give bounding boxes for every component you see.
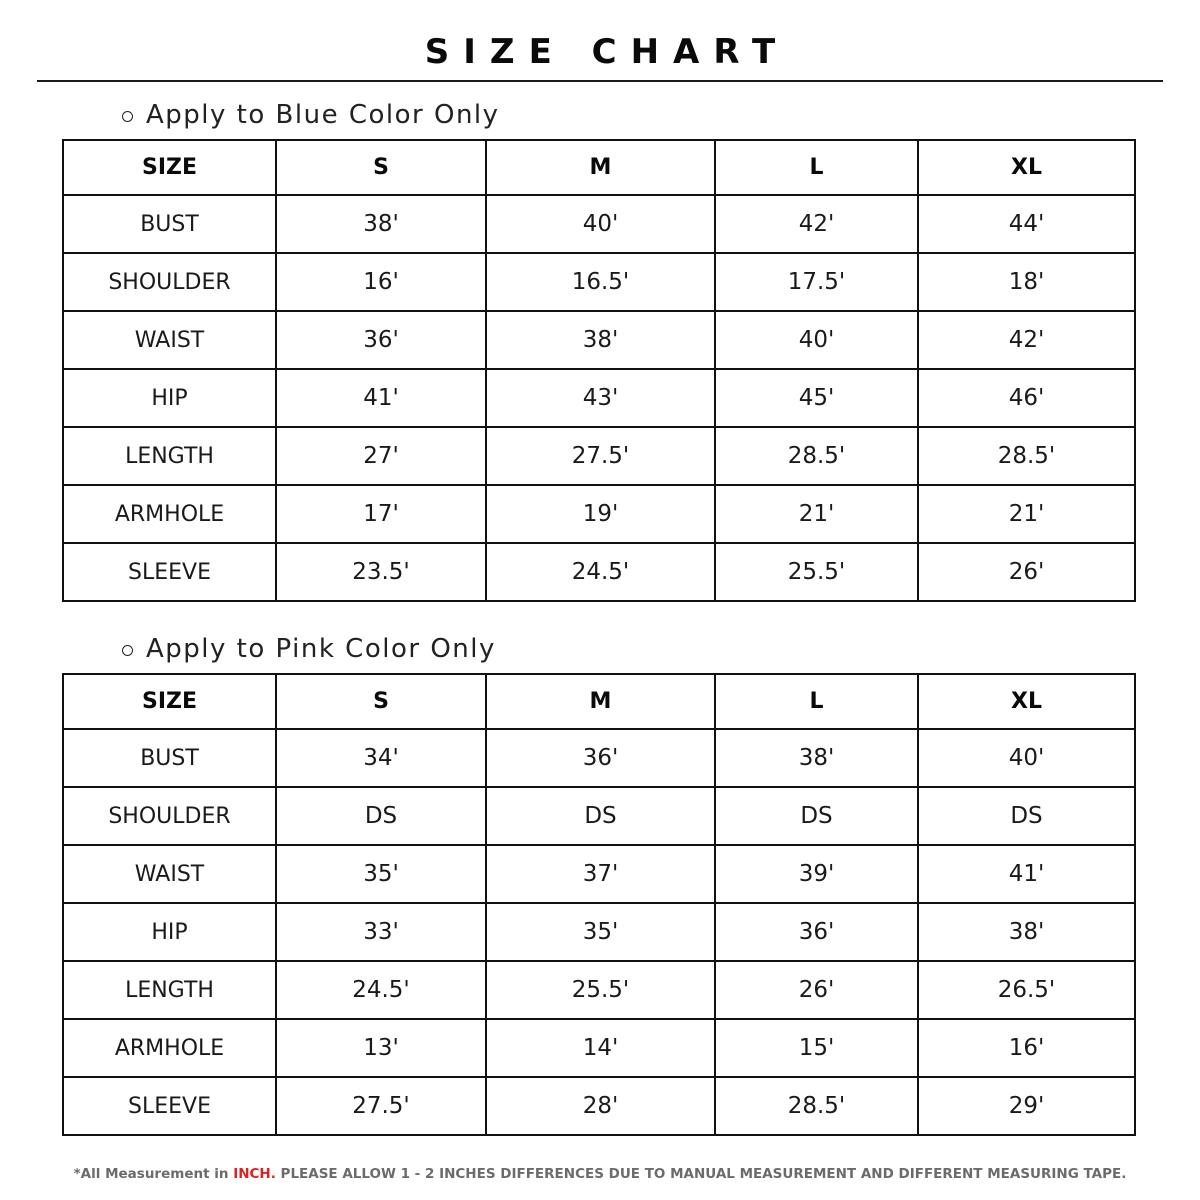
table-cell: 36' <box>276 311 486 369</box>
table-row-armhole <box>63 485 1135 543</box>
column-header-s: S <box>276 140 486 195</box>
table-cell: 16' <box>918 1019 1135 1077</box>
table-cell: 29' <box>918 1077 1135 1135</box>
table-row-hip <box>63 369 1135 427</box>
table-row-shoulder <box>63 253 1135 311</box>
row-label: BUST <box>63 729 276 787</box>
column-header-xl: XL <box>918 674 1135 729</box>
table-row-sleeve <box>63 543 1135 601</box>
table-cell: 16' <box>276 253 486 311</box>
column-header-size: SIZE <box>63 140 276 195</box>
table-row-waist <box>63 311 1135 369</box>
table-cell: 45' <box>715 369 918 427</box>
table-cell: 21' <box>715 485 918 543</box>
table-cell: 38' <box>715 729 918 787</box>
table-cell: 23.5' <box>276 543 486 601</box>
table-cell: 36' <box>486 729 715 787</box>
table-cell: 27' <box>276 427 486 485</box>
section-heading-text: Apply to Blue Color Only <box>146 100 500 130</box>
table-cell: 19' <box>486 485 715 543</box>
row-label: SHOULDER <box>63 253 276 311</box>
footnote-prefix: *All Measurement in <box>73 1166 234 1182</box>
table-cell: 28.5' <box>715 1077 918 1135</box>
table-cell: 46' <box>918 369 1135 427</box>
table-cell: 14' <box>486 1019 715 1077</box>
hollow-circle-bullet-icon <box>122 111 133 122</box>
size-table-pink <box>62 673 1136 1136</box>
column-header-s: S <box>276 674 486 729</box>
column-header-size: SIZE <box>63 674 276 729</box>
table-cell: 25.5' <box>486 961 715 1019</box>
table-cell: DS <box>918 787 1135 845</box>
row-label: WAIST <box>63 311 276 369</box>
row-label: WAIST <box>63 845 276 903</box>
table-cell: 27.5' <box>276 1077 486 1135</box>
title-divider <box>37 80 1163 82</box>
row-label: SLEEVE <box>63 1077 276 1135</box>
table-cell: 28' <box>486 1077 715 1135</box>
row-label: ARMHOLE <box>63 1019 276 1077</box>
row-label: LENGTH <box>63 961 276 1019</box>
table-row-armhole <box>63 1019 1135 1077</box>
column-header-l: L <box>715 140 918 195</box>
table-row-bust <box>63 195 1135 253</box>
table-cell: 41' <box>918 845 1135 903</box>
table-row-sleeve <box>63 1077 1135 1135</box>
section-heading-text: Apply to Pink Color Only <box>146 634 496 664</box>
table-header-row <box>63 140 1135 195</box>
table-cell: DS <box>715 787 918 845</box>
column-header-xl: XL <box>918 140 1135 195</box>
table-cell: 35' <box>486 903 715 961</box>
table-cell: DS <box>276 787 486 845</box>
row-label: HIP <box>63 369 276 427</box>
table-cell: 26' <box>715 961 918 1019</box>
table-cell: 40' <box>715 311 918 369</box>
row-label: SHOULDER <box>63 787 276 845</box>
row-label: LENGTH <box>63 427 276 485</box>
table-cell: 40' <box>918 729 1135 787</box>
table-row-bust <box>63 729 1135 787</box>
table-cell: 34' <box>276 729 486 787</box>
table-cell: 17.5' <box>715 253 918 311</box>
table-row-hip <box>63 903 1135 961</box>
column-header-m: M <box>486 674 715 729</box>
table-row-length <box>63 961 1135 1019</box>
row-label: HIP <box>63 903 276 961</box>
table-cell: 21' <box>918 485 1135 543</box>
table-cell: 28.5' <box>918 427 1135 485</box>
row-label: ARMHOLE <box>63 485 276 543</box>
footnote-suffix: PLEASE ALLOW 1 - 2 INCHES DIFFERENCES DUE TO MANUAL MEASUREMENT AND DIFFERENT MEASURING TAPE. <box>275 1166 1127 1182</box>
footnote-unit: INCH. <box>233 1166 276 1182</box>
row-label: SLEEVE <box>63 543 276 601</box>
hollow-circle-bullet-icon <box>122 645 133 656</box>
table-cell: 39' <box>715 845 918 903</box>
section-heading-pink <box>122 634 496 664</box>
table-cell: 25.5' <box>715 543 918 601</box>
table-cell: DS <box>486 787 715 845</box>
table-cell: 35' <box>276 845 486 903</box>
table-row-length <box>63 427 1135 485</box>
table-cell: 33' <box>276 903 486 961</box>
table-cell: 26' <box>918 543 1135 601</box>
column-header-l: L <box>715 674 918 729</box>
table-cell: 27.5' <box>486 427 715 485</box>
measurement-footnote <box>0 1166 1200 1182</box>
table-cell: 18' <box>918 253 1135 311</box>
table-cell: 36' <box>715 903 918 961</box>
table-cell: 24.5' <box>486 543 715 601</box>
row-label: BUST <box>63 195 276 253</box>
table-cell: 43' <box>486 369 715 427</box>
table-cell: 16.5' <box>486 253 715 311</box>
table-cell: 38' <box>486 311 715 369</box>
table-cell: 17' <box>276 485 486 543</box>
section-heading-blue <box>122 100 500 130</box>
table-header-row <box>63 674 1135 729</box>
table-cell: 38' <box>918 903 1135 961</box>
table-cell: 41' <box>276 369 486 427</box>
table-row-waist <box>63 845 1135 903</box>
table-cell: 28.5' <box>715 427 918 485</box>
table-cell: 26.5' <box>918 961 1135 1019</box>
table-cell: 37' <box>486 845 715 903</box>
page-title: SIZE CHART <box>424 32 790 72</box>
table-cell: 15' <box>715 1019 918 1077</box>
table-row-shoulder <box>63 787 1135 845</box>
table-cell: 42' <box>918 311 1135 369</box>
table-cell: 13' <box>276 1019 486 1077</box>
table-cell: 40' <box>486 195 715 253</box>
column-header-m: M <box>486 140 715 195</box>
table-cell: 38' <box>276 195 486 253</box>
table-cell: 42' <box>715 195 918 253</box>
size-table-blue <box>62 139 1136 602</box>
table-cell: 44' <box>918 195 1135 253</box>
table-cell: 24.5' <box>276 961 486 1019</box>
